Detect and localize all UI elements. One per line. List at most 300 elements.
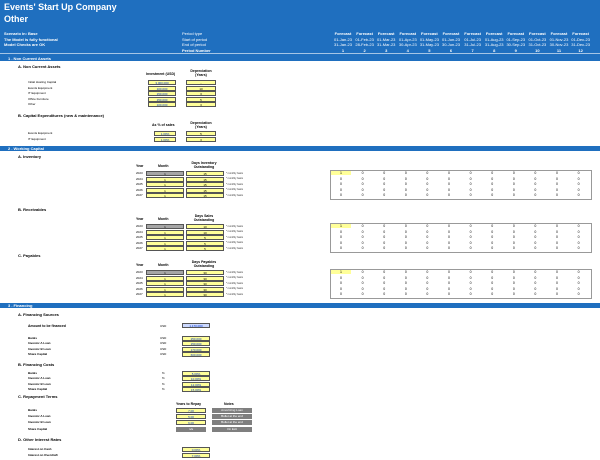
- grid-value-cell: 0: [577, 171, 580, 175]
- period-type-cell: Forecast: [464, 31, 481, 36]
- section-financing: 3 . Financing: [0, 303, 600, 308]
- grid-value-cell: 0: [534, 229, 537, 234]
- period-n-cell: 9: [514, 48, 517, 53]
- period-start-cell: 01-Jun-23: [441, 37, 460, 42]
- rate-input[interactable]: 0.00%: [182, 447, 210, 452]
- grid-value-cell: 0: [577, 235, 580, 240]
- grid-value-cell: 0: [361, 246, 364, 251]
- grid-value-cell: 0: [469, 246, 472, 251]
- period-n-cell: 6: [449, 48, 453, 53]
- capex-depreciation-input[interactable]: 3: [186, 137, 216, 142]
- cost-unit: %: [162, 371, 165, 375]
- grid-value-cell: 0: [491, 270, 494, 274]
- grid-value-cell: 0: [534, 176, 537, 181]
- grid-value-cell: 0: [512, 281, 515, 286]
- monthly-basis-note: * monthly basis: [226, 188, 243, 192]
- grid-value-cell: 0: [404, 224, 407, 228]
- grid-value-cell: 0: [491, 246, 494, 251]
- capex-pct-input[interactable]: 1.00%: [154, 137, 176, 142]
- term-note: On Exit: [212, 427, 252, 432]
- grid-value-cell: 0: [491, 187, 494, 192]
- grid-value-cell: 0: [404, 281, 407, 286]
- amount-currency: USD: [160, 324, 167, 328]
- days-input[interactable]: 15: [186, 193, 224, 198]
- period-n-cell: 12: [578, 48, 583, 53]
- days-input[interactable]: 30: [186, 270, 224, 275]
- grid-value-cell: 0: [361, 176, 364, 181]
- capex-pct-input[interactable]: 1.00%: [154, 131, 176, 136]
- grid-value-cell: 0: [383, 171, 386, 175]
- grid-value-cell: 0: [491, 224, 494, 228]
- grid-value-cell: 0: [361, 224, 364, 228]
- grid-value-cell: 0: [469, 187, 472, 192]
- grid-value-cell: 0: [383, 275, 386, 280]
- grid-value-cell: 0: [577, 193, 580, 198]
- grid-value-cell: 0: [512, 246, 515, 251]
- source-label: Investor A Loan: [28, 341, 51, 346]
- month-input[interactable]: 1: [146, 224, 184, 229]
- cost-rate-input[interactable]: 5.00%: [182, 371, 210, 376]
- grid-value-cell: 0: [556, 240, 558, 245]
- asset-investment-input[interactable]: 100,000: [148, 102, 176, 107]
- period-type-cell: Forecast: [529, 31, 546, 36]
- period-start-cell: 01-Sep-23: [506, 37, 526, 42]
- month-input[interactable]: 1: [146, 230, 184, 235]
- year-cell: 2025: [136, 182, 143, 187]
- month-input[interactable]: 1: [146, 177, 184, 182]
- model-checks-text: Model Checks are OK: [4, 42, 46, 47]
- month-input[interactable]: 1: [146, 188, 184, 193]
- grid-value-cell: 0: [491, 281, 494, 286]
- monthly-basis-note: * monthly basis: [226, 270, 243, 274]
- grid-value-cell: 0: [469, 229, 472, 234]
- grid-value-cell: 0: [577, 224, 580, 228]
- grid-value-cell: 0: [404, 182, 407, 187]
- period-end-cell: 31-Oct-23: [528, 42, 547, 47]
- grid-value-cell: 0: [448, 171, 450, 175]
- grid-value-cell: 0: [534, 224, 537, 228]
- source-currency: USD: [160, 336, 167, 340]
- grid-value-cell: 0: [448, 235, 450, 240]
- grid-value-cell: 0: [534, 270, 537, 274]
- grid-value-cell: 0: [383, 176, 386, 181]
- cost-label: Investor A Loan: [28, 376, 51, 381]
- grid-value-cell: 0: [577, 187, 580, 192]
- grid-value-cell: 0: [426, 229, 429, 234]
- asset-depreciation-input[interactable]: 10: [186, 86, 216, 91]
- section-non-current-assets: 1 . Non Current Assets: [0, 56, 600, 61]
- grid-value-cell: 0: [512, 193, 515, 198]
- period-start-cell: 01-Mar-23: [376, 37, 396, 42]
- grid-value-cell: 0: [383, 292, 386, 297]
- rate-label: Interest on Overdraft: [28, 452, 58, 457]
- grid-value-cell: 0: [340, 240, 342, 245]
- days-input[interactable]: 30: [186, 281, 224, 286]
- month-input[interactable]: 1: [146, 246, 184, 251]
- grid-value-cell: 0: [383, 187, 386, 192]
- period-start-cell: 01-Jan-23: [333, 37, 352, 42]
- year-cell: 2024: [136, 229, 143, 234]
- grid-value-cell: 0: [512, 224, 515, 228]
- capex-label: Events Equipment: [28, 131, 53, 135]
- period-n-cell: 4: [406, 48, 409, 53]
- monthly-basis-note: * monthly basis: [226, 193, 243, 197]
- grid-value-cell: 0: [361, 193, 364, 198]
- month-input[interactable]: 1: [146, 276, 184, 281]
- term-label: Investor A Loan: [28, 414, 51, 419]
- grid-value-cell: 0: [469, 281, 472, 286]
- grid-value-cell: 0: [361, 182, 364, 187]
- grid-value-cell: 0: [383, 240, 386, 245]
- grid-value-cell: 0: [577, 286, 580, 291]
- cost-rate-input[interactable]: 12.00%: [182, 382, 210, 387]
- month-input[interactable]: 1: [146, 270, 184, 275]
- grid-value-cell: 0: [534, 281, 537, 286]
- period-end-cell: 30-Nov-23: [549, 42, 569, 47]
- capex-depreciation-input[interactable]: 5: [186, 131, 216, 136]
- grid-value-cell: 0: [556, 286, 558, 291]
- asset-depreciation-input[interactable]: 5: [186, 97, 216, 102]
- asset-depreciation-input[interactable]: -: [186, 80, 216, 85]
- month-input[interactable]: 1: [146, 235, 184, 240]
- month-input[interactable]: 1: [146, 281, 184, 286]
- cost-label: Banks: [28, 371, 38, 375]
- grid-value-cell: 0: [383, 235, 386, 240]
- grid-value-cell: 0: [404, 193, 407, 198]
- investment-header: Investment (USD): [146, 72, 176, 76]
- source-currency: USD: [160, 352, 167, 357]
- grid-value-cell: 0: [383, 224, 386, 228]
- grid-value-cell: 0: [512, 229, 515, 234]
- term-note: Amortizing Loan: [212, 408, 252, 413]
- pct-sales-header: As % of sales: [152, 123, 175, 127]
- source-amount-input[interactable]: 170,000: [182, 347, 210, 352]
- capex-depreciation-header: Depreciation (Years): [190, 121, 212, 129]
- grid-value-cell: 0: [556, 187, 558, 192]
- company-title: Events' Start Up Company: [4, 2, 117, 12]
- grid-value-cell: 0: [469, 286, 472, 291]
- asset-depreciation-input[interactable]: 3: [186, 102, 216, 107]
- period-type-cell: Forecast: [377, 31, 395, 36]
- period-end-cell: 31-May-23: [419, 42, 439, 47]
- grid-value-cell: 0: [512, 235, 515, 240]
- days-input[interactable]: 15: [186, 188, 224, 193]
- days-input[interactable]: 10: [186, 224, 224, 229]
- period-number-label: Period Number: [182, 48, 211, 53]
- grid-value-cell: 0: [361, 229, 364, 234]
- grid-value-cell: 0: [534, 292, 537, 297]
- term-years-input[interactable]: 5.00: [176, 414, 206, 419]
- period-start-cell: 01-Apr-23: [398, 37, 417, 42]
- grid-value-cell: 0: [426, 193, 429, 198]
- grid-value-cell: 1: [331, 171, 351, 175]
- cost-unit: %: [162, 387, 165, 392]
- period-end-cell: 31-Jan-23: [333, 42, 352, 47]
- days-input[interactable]: 15: [186, 182, 224, 187]
- cost-label: Investor B Loan: [28, 381, 51, 386]
- grid-value-cell: 0: [491, 235, 494, 240]
- period-start-cell: 01-Aug-23: [484, 37, 504, 42]
- grid-value-cell: 0: [340, 229, 342, 234]
- grid-value-cell: 0: [556, 182, 558, 187]
- days-input[interactable]: 30: [186, 276, 224, 281]
- year-header: Year: [136, 164, 144, 168]
- period-start-cell: 01-May-23: [419, 37, 439, 42]
- period-n-cell: 2: [363, 48, 366, 53]
- monthly-basis-note: * monthly basis: [226, 182, 243, 186]
- grid-value-cell: 0: [577, 229, 580, 234]
- grid-value-cell: 0: [512, 275, 515, 280]
- term-years-input[interactable]: 6.00: [176, 420, 206, 425]
- grid-value-cell: 0: [426, 182, 429, 187]
- grid-value-cell: 0: [383, 246, 386, 251]
- month-input[interactable]: 1: [146, 241, 184, 246]
- year-cell: 2023: [136, 270, 143, 274]
- monthly-basis-note: * monthly basis: [226, 177, 243, 181]
- rate-input[interactable]: 7.00%: [182, 453, 210, 458]
- monthly-basis-note: * monthly basis: [226, 281, 243, 285]
- cost-rate-input[interactable]: 15.00%: [182, 387, 210, 392]
- grid-value-cell: 0: [556, 270, 558, 274]
- period-type-cell: Forecast: [485, 31, 503, 36]
- year-cell: 2025: [136, 281, 143, 286]
- days-input[interactable]: 15: [186, 171, 224, 176]
- asset-label: IT Equipment: [28, 91, 46, 96]
- grid-value-cell: 0: [426, 246, 429, 251]
- grid-value-cell: 0: [556, 275, 558, 280]
- term-note: Bullet at the end: [212, 414, 252, 419]
- year-cell: 2023: [136, 224, 143, 228]
- year-cell: 2024: [136, 176, 143, 181]
- grid-value-cell: 0: [469, 270, 472, 274]
- month-header: Month: [158, 164, 169, 168]
- days-header: Days Inventory Outstanding: [191, 161, 217, 169]
- grid-value-cell: 0: [426, 240, 429, 245]
- period-end-cell: 30-Sep-23: [506, 42, 526, 47]
- grid-value-cell: 0: [448, 270, 450, 274]
- period-start-cell: 01-Nov-23: [549, 37, 569, 42]
- asset-investment-input[interactable]: 150,000: [148, 91, 176, 96]
- grid-value-cell: 0: [426, 235, 429, 240]
- grid-value-cell: 0: [577, 292, 580, 297]
- grid-value-cell: 0: [404, 270, 407, 274]
- grid-value-cell: 0: [383, 270, 386, 274]
- cost-rate-input[interactable]: 10.00%: [182, 376, 210, 381]
- grid-value-cell: 0: [361, 270, 364, 274]
- notes-header: Notes: [224, 402, 234, 406]
- period-end-cell: 30-Apr-23: [398, 42, 417, 47]
- grid-value-cell: 0: [340, 292, 342, 297]
- term-years-input[interactable]: 7.00: [176, 408, 206, 413]
- grid-value-cell: 0: [534, 187, 537, 192]
- amount-financed-value[interactable]: 1,170,000: [182, 323, 210, 328]
- term-label: Banks: [28, 408, 38, 412]
- source-currency: USD: [160, 346, 167, 351]
- month-header: Month: [158, 263, 169, 267]
- grid-value-cell: 1: [331, 270, 351, 274]
- month-input[interactable]: 1: [146, 287, 184, 292]
- year-cell: 2027: [136, 193, 143, 198]
- grid-value-cell: 0: [404, 171, 407, 175]
- grid-value-cell: 0: [448, 224, 450, 228]
- working-capital-subsection: A. Inventory: [18, 154, 42, 159]
- period-end-cell: 31-Mar-23: [376, 42, 396, 47]
- grid-value-cell: 0: [383, 281, 386, 286]
- grid-value-cell: 0: [426, 171, 429, 175]
- days-input[interactable]: 5: [186, 241, 224, 246]
- asset-label: Events Equipment: [28, 85, 53, 90]
- asset-investment-input[interactable]: 100,000: [148, 86, 176, 91]
- asset-label: Initial Hosting Capital: [28, 80, 57, 84]
- year-cell: 2026: [136, 240, 143, 245]
- source-label: Investor B Loan: [28, 346, 51, 351]
- amount-financed-label: Amount to be financed: [28, 324, 66, 328]
- period-start-cell: 01-Oct-23: [528, 37, 547, 42]
- grid-value-cell: 0: [426, 270, 429, 274]
- grid-value-cell: 0: [448, 275, 450, 280]
- grid-value-cell: 0: [534, 275, 537, 280]
- grid-value-cell: 0: [340, 187, 342, 192]
- grid-value-cell: 1: [331, 224, 351, 228]
- subsection-financing-costs: B. Financing Costs: [18, 362, 55, 367]
- grid-value-cell: 0: [448, 182, 450, 187]
- grid-value-cell: 0: [404, 286, 407, 291]
- grid-value-cell: 0: [340, 182, 342, 187]
- grid-value-cell: 0: [577, 275, 580, 280]
- subsection-non-current-assets: A. Non Current Assets: [18, 64, 61, 69]
- days-input[interactable]: 10: [186, 230, 224, 235]
- grid-value-cell: 0: [448, 229, 450, 234]
- cost-unit: %: [162, 376, 165, 381]
- source-amount-input[interactable]: 150,000: [182, 341, 210, 346]
- grid-value-cell: 0: [361, 275, 364, 280]
- subsection-financing-sources: A. Financing Sources: [18, 312, 59, 317]
- month-input[interactable]: 1: [146, 182, 184, 187]
- grid-value-cell: 0: [577, 246, 580, 251]
- days-input[interactable]: 30: [186, 287, 224, 292]
- term-note: Bullet at the end: [212, 420, 252, 425]
- grid-value-cell: 0: [404, 275, 407, 280]
- grid-value-cell: 0: [512, 187, 515, 192]
- grid-value-cell: 0: [448, 176, 450, 181]
- grid-value-cell: 0: [383, 229, 386, 234]
- days-input[interactable]: 5: [186, 246, 224, 251]
- rate-label: Interest on Cash: [28, 447, 52, 451]
- grid-value-cell: 0: [491, 286, 494, 291]
- grid-value-cell: 0: [534, 286, 537, 291]
- asset-investment-input[interactable]: 3,000,000: [148, 80, 176, 85]
- grid-value-cell: 0: [534, 182, 537, 187]
- grid-value-cell: 0: [404, 176, 407, 181]
- source-label: Share Capital: [28, 352, 48, 357]
- section-working-capital: 2 . Working Capital: [0, 146, 600, 151]
- depreciation-header: Depreciation (Years): [190, 69, 212, 77]
- grid-value-cell: 0: [577, 270, 580, 274]
- grid-value-cell: 0: [361, 281, 364, 286]
- sheet-title: Other: [4, 14, 29, 24]
- grid-value-cell: 0: [512, 286, 515, 291]
- grid-value-cell: 0: [426, 176, 429, 181]
- period-type-cell: Forecast: [507, 31, 525, 36]
- grid-value-cell: 0: [469, 275, 472, 280]
- month-input[interactable]: 1: [146, 292, 184, 297]
- source-amount-input[interactable]: 600,000: [182, 352, 210, 357]
- grid-value-cell: 0: [469, 171, 472, 175]
- year-cell: 2026: [136, 187, 143, 192]
- grid-value-cell: 0: [340, 246, 342, 251]
- grid-value-cell: 0: [448, 240, 450, 245]
- period-n-cell: 11: [556, 48, 562, 53]
- grid-value-cell: 0: [361, 292, 364, 297]
- period-n-cell: 1: [341, 48, 345, 53]
- grid-value-cell: 0: [491, 193, 494, 198]
- year-cell: 2024: [136, 275, 143, 280]
- grid-value-cell: 0: [448, 246, 450, 251]
- monthly-basis-note: * monthly basis: [226, 230, 243, 234]
- start-period-label: Start of period: [182, 37, 208, 42]
- grid-value-cell: 0: [556, 292, 558, 297]
- grid-value-cell: 0: [361, 187, 364, 192]
- period-type-cell: Forecast: [334, 31, 352, 36]
- period-type-cell: Forecast: [572, 31, 589, 36]
- monthly-basis-note: * monthly basis: [226, 292, 243, 296]
- term-years-cell: n/a: [176, 427, 206, 432]
- grid-value-cell: 0: [491, 292, 494, 297]
- year-header: Year: [136, 217, 144, 221]
- month-input[interactable]: 1: [146, 193, 184, 198]
- grid-value-cell: 0: [534, 240, 537, 245]
- grid-value-cell: 0: [361, 240, 364, 245]
- grid-value-cell: 0: [534, 246, 537, 251]
- period-n-cell: 8: [493, 48, 496, 53]
- grid-value-cell: 0: [556, 229, 558, 234]
- month-input[interactable]: 1: [146, 171, 184, 176]
- subsection-capex: B. Capital Expenditures (new & maintenance): [18, 113, 105, 118]
- period-end-cell: 31-Dec-23: [571, 42, 590, 47]
- period-type-cell: Forecast: [442, 31, 460, 36]
- monthly-basis-note: * monthly basis: [226, 246, 243, 250]
- grid-value-cell: 0: [512, 182, 515, 187]
- grid-value-cell: 0: [512, 240, 515, 245]
- grid-value-cell: 0: [491, 171, 494, 175]
- grid-value-cell: 0: [577, 240, 580, 245]
- period-type-cell: Forecast: [421, 31, 438, 36]
- grid-value-cell: 0: [340, 176, 342, 181]
- grid-value-cell: 0: [469, 193, 472, 198]
- working-capital-subsection: B. Receivables: [18, 207, 47, 212]
- asset-depreciation-input[interactable]: 3: [186, 91, 216, 96]
- grid-value-cell: 0: [534, 193, 537, 198]
- years-to-repay-header: Years to Repay: [176, 402, 202, 406]
- days-input[interactable]: 15: [186, 177, 224, 182]
- grid-value-cell: 0: [340, 286, 342, 291]
- grid-value-cell: 0: [361, 235, 364, 240]
- source-amount-input[interactable]: 250,000: [182, 336, 210, 341]
- days-input[interactable]: 30: [186, 292, 224, 297]
- year-cell: 2023: [136, 171, 143, 175]
- grid-value-cell: 0: [491, 229, 494, 234]
- grid-value-cell: 0: [426, 187, 429, 192]
- model-status-text: The Model is fully functional: [4, 37, 58, 42]
- monthly-basis-note: * monthly basis: [226, 287, 243, 291]
- days-input[interactable]: 5: [186, 235, 224, 240]
- grid-value-cell: 0: [491, 182, 494, 187]
- year-cell: 2026: [136, 286, 143, 291]
- grid-value-cell: 0: [383, 193, 386, 198]
- term-label: Investor B Loan: [28, 420, 51, 425]
- subsection-repayment-terms: C. Repayment Terms: [18, 394, 58, 399]
- asset-investment-input[interactable]: 150,000: [148, 97, 176, 102]
